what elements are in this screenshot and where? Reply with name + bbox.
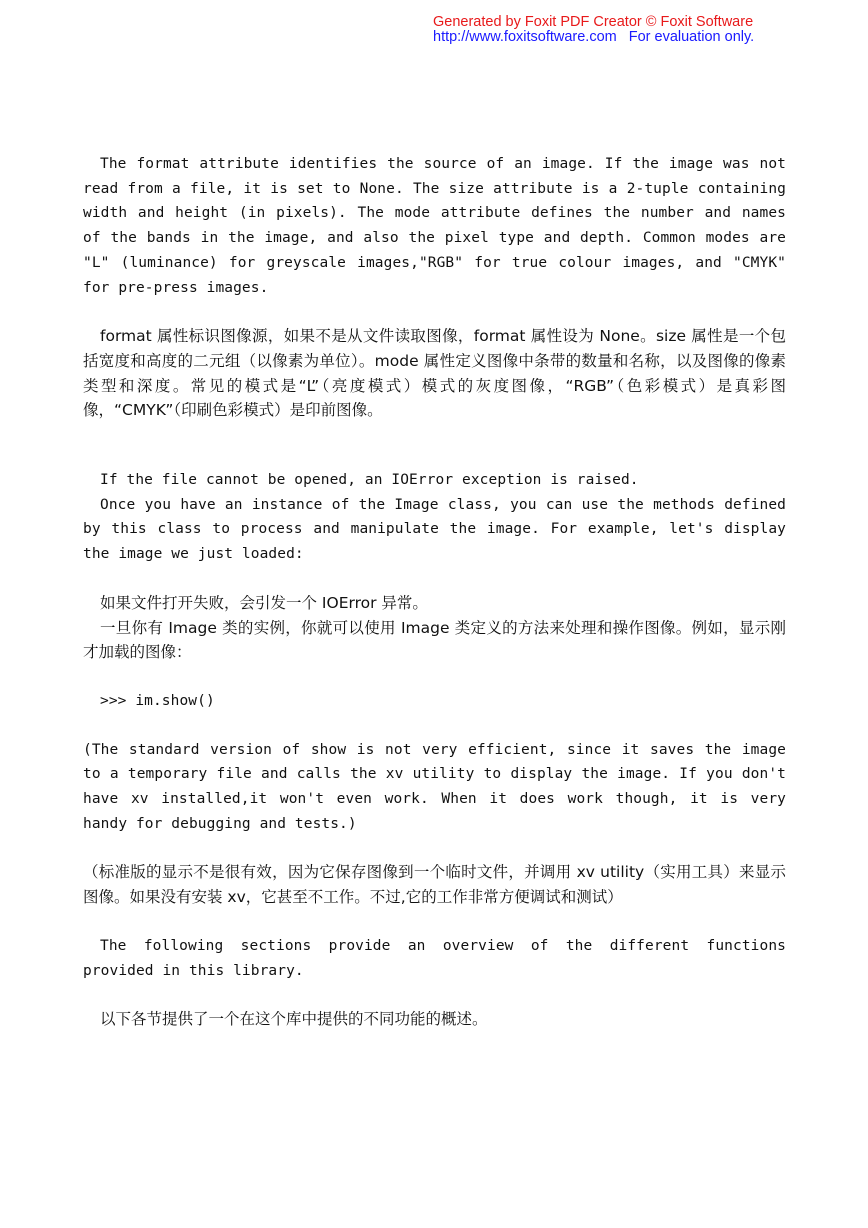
paragraph-format-attributes-en: The format attribute identifies the source of an image. If the image was not read from a file, it is set to None. The size attribute is a 2-tuple containing width and height (in pixels). The mode attribute defines the number and names of the bands in the image, and also the pixel type and depth. Common modes are "L" (luminance) for greyscale images,"RGB" for true colour images, and "CMYK" for pre-press images. [83, 156, 786, 296]
paragraph-sections-overview-zh: 以下各节提供了一个在这个库中提供的不同功能的概述。 [100, 1010, 488, 1029]
paragraph-sections-overview-en: The following sections provide an overview of the different functions provided in this library. [83, 937, 786, 979]
paragraph-image-methods-en: Once you have an instance of the Image class, you can use the methods defined by this class to process and manipulate the image. For example, let's display the image we just loaded: [83, 496, 786, 563]
watermark-generator-line: Generated by Foxit PDF Creator © Foxit Software [433, 14, 754, 30]
paragraph-ioerror-zh: 如果文件打开失败，会引发一个 IOError 异常。 [100, 593, 428, 612]
paragraph-ioerror-en: If the file cannot be opened, an IOError exception is raised. [100, 472, 639, 489]
evaluation-watermark [433, 15, 853, 45]
paragraph-show-note-en: (The standard version of show is not very efficient, since it saves the image to a temporary file and calls the xv utility to display the image. If you don't have xv installed,it won't even work. When it does work though, it is very handy for debugging and tests.) [83, 741, 786, 832]
paragraph-show-note-zh: （标准版的显示不是很有效，因为它保存图像到一个临时文件，并调用 xv utility（实用工具）来显示图像。如果没有安装 xv，它甚至不工作。不过,它的工作非常方便调试和测试） [83, 863, 786, 907]
watermark-url-line [433, 30, 853, 45]
paragraph-image-methods-zh: 一旦你有 Image 类的实例，你就可以使用 Image 类定义的方法来处理和操作图像。例如，显示刚才加载的图像： [83, 618, 786, 662]
watermark-evaluation-note: For evaluation only. [628, 29, 755, 45]
watermark-url-link[interactable]: http://www.foxitsoftware.com [433, 29, 617, 45]
document-page [83, 152, 786, 1032]
code-example: >>> im.show() [100, 692, 215, 709]
paragraph-format-attributes-zh: format 属性标识图像源，如果不是从文件读取图像，format 属性设为 None。size 属性是一个包括宽度和高度的二元组（以像素为单位）。mode 属性定义图像中条带的数量和名称，以及图像的像素类型和深度。常见的模式是“L”（亮度模式）模式的灰度图像，“RGB”（色彩模式）是真彩图像，“CMYK”（印刷色彩模式）是印前图像。 [83, 327, 786, 420]
